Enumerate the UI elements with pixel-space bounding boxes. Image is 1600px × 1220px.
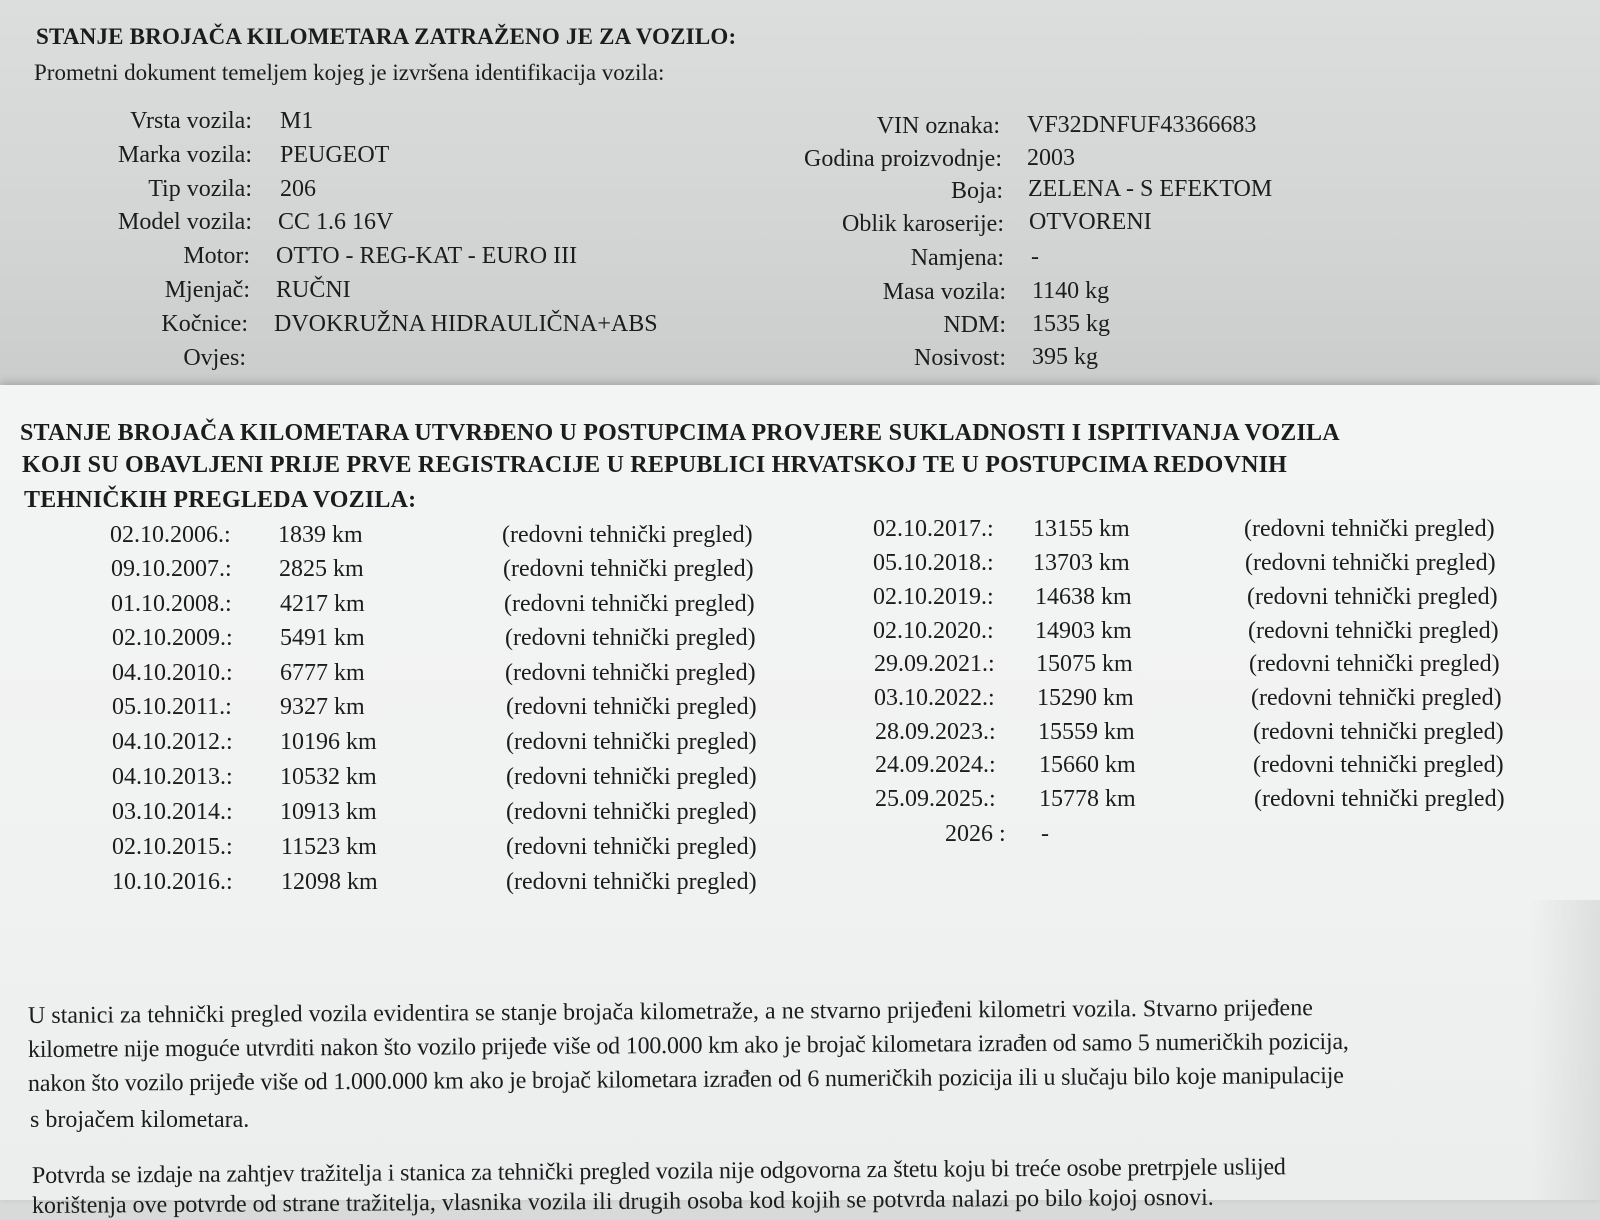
reading-km: 4217 km bbox=[280, 591, 365, 617]
reading-date: 02.10.2009.: bbox=[112, 625, 233, 651]
suspension-label: Ovjes: bbox=[183, 345, 246, 371]
reading-km: 15660 km bbox=[1039, 752, 1136, 778]
vin-label: VIN oznaka: bbox=[876, 113, 1000, 139]
reading-date: 02.10.2006.: bbox=[110, 522, 231, 548]
vehicle-mass-label: Masa vozila: bbox=[882, 279, 1006, 305]
vehicle-kind-value: 206 bbox=[280, 176, 316, 202]
reading-type: (redovni tehnički pregled) bbox=[503, 556, 754, 582]
reading-km: 15290 km bbox=[1037, 685, 1134, 711]
reading-type: (redovni tehnički pregled) bbox=[502, 522, 753, 548]
section2-title-line1: STANJE BROJAČA KILOMETARA UTVRĐENO U POSTUPCIMA PROVJERE SUKLADNOSTI I ISPITIVANJA VOZILA bbox=[20, 420, 1340, 446]
vin-value: VF32DNFUF43366683 bbox=[1027, 112, 1257, 138]
reading-km: 14903 km bbox=[1035, 618, 1132, 644]
reading-km: 15559 km bbox=[1038, 719, 1135, 745]
vehicle-kind-label: Tip vozila: bbox=[148, 176, 252, 202]
reading-type: (redovni tehnički pregled) bbox=[1244, 516, 1495, 542]
reading-date: 02.10.2015.: bbox=[112, 834, 233, 860]
reading-date: 10.10.2016.: bbox=[112, 869, 233, 895]
body-shape-value: OTVORENI bbox=[1029, 209, 1152, 235]
reading-date: 05.10.2018.: bbox=[873, 550, 994, 576]
reading-km: 15778 km bbox=[1039, 786, 1136, 812]
reading-type: (redovni tehnički pregled) bbox=[506, 764, 757, 790]
production-year-label: Godina proizvodnje: bbox=[804, 146, 1002, 172]
reading-type: (redovni tehnički pregled) bbox=[505, 625, 756, 651]
load-capacity-label: Nosivost: bbox=[913, 345, 1006, 371]
vehicle-model-value: CC 1.6 16V bbox=[278, 209, 394, 235]
reading-type: (redovni tehnički pregled) bbox=[506, 694, 757, 720]
reading-date: 04.10.2012.: bbox=[112, 729, 233, 755]
disclaimer-line1: Potvrda se izdaje na zahtjev tražitelja i stanica za tehnički pregled vozila nije odgovorna za štetu koju bi treće osobe pretrpjele uslijed bbox=[31, 1154, 1286, 1189]
reading-km: - bbox=[1041, 821, 1049, 847]
reading-date: 09.10.2007.: bbox=[111, 556, 232, 582]
gearbox-value: RUČNI bbox=[276, 277, 351, 303]
reading-type: (redovni tehnički pregled) bbox=[506, 729, 757, 755]
reading-type: (redovni tehnički pregled) bbox=[505, 660, 756, 686]
notice-line4: s brojačem kilometara. bbox=[30, 1107, 250, 1133]
purpose-label: Namjena: bbox=[910, 245, 1004, 271]
vehicle-make-value: PEUGEOT bbox=[280, 142, 390, 168]
reading-km: 6777 km bbox=[280, 660, 365, 686]
reading-type: (redovni tehnički pregled) bbox=[506, 834, 757, 860]
reading-km: 2825 km bbox=[279, 556, 364, 582]
color-label: Boja: bbox=[951, 178, 1003, 204]
engine-label: Motor: bbox=[183, 243, 250, 269]
reading-type: (redovni tehnički pregled) bbox=[1254, 786, 1505, 812]
reading-type: (redovni tehnički pregled) bbox=[1247, 584, 1498, 610]
disclaimer-line2: korištenja ove potvrde od strane tražitelja, vlasnika vozila ili drugih osoba kod kojih se potvrda nalazi po bilo kojoj osnovi. bbox=[31, 1184, 1214, 1219]
section1-subtitle: Prometni dokument temeljem kojeg je izvršena identifikacija vozila: bbox=[34, 60, 665, 85]
reading-km: 10532 km bbox=[280, 764, 377, 790]
reading-km: 10196 km bbox=[280, 729, 377, 755]
reading-date: 25.09.2025.: bbox=[875, 786, 996, 812]
purpose-value: - bbox=[1031, 244, 1039, 270]
reading-type: (redovni tehnički pregled) bbox=[504, 591, 755, 617]
reading-date: 28.09.2023.: bbox=[875, 719, 996, 745]
vehicle-make-label: Marka vozila: bbox=[118, 142, 252, 168]
reading-type: (redovni tehnički pregled) bbox=[1245, 550, 1496, 576]
reading-km: 11523 km bbox=[281, 834, 377, 860]
reading-km: 10913 km bbox=[280, 799, 377, 825]
engine-value: OTTO - REG-KAT - EURO III bbox=[276, 243, 578, 269]
brakes-value: DVOKRUŽNA HIDRAULIČNA+ABS bbox=[274, 311, 658, 337]
notice-line3: nakon što vozilo prijeđe više od 1.000.000 km ako je brojač kilometara izrađen od 6 numeričkih pozicija ili u slučaju bilo koje manipulacije bbox=[27, 1062, 1344, 1097]
reading-type: (redovni tehnički pregled) bbox=[1253, 752, 1504, 778]
reading-date: 03.10.2014.: bbox=[112, 799, 233, 825]
reading-type: (redovni tehnički pregled) bbox=[506, 869, 757, 895]
vehicle-model-label: Model vozila: bbox=[118, 209, 252, 235]
body-shape-label: Oblik karoserije: bbox=[842, 211, 1004, 237]
ndm-value: 1535 kg bbox=[1032, 311, 1110, 337]
page-fold-shadow bbox=[1530, 900, 1600, 1200]
brakes-label: Kočnice: bbox=[161, 311, 248, 337]
notice-line2: kilometre nije moguće utvrditi nakon što vozilo prijeđe više od 100.000 km ako je brojač kilometara izrađen od samo 5 numeričkih pozicija, bbox=[27, 1028, 1349, 1063]
reading-type: (redovni tehnički pregled) bbox=[1249, 651, 1500, 677]
reading-km: 9327 km bbox=[280, 694, 365, 720]
reading-type: (redovni tehnički pregled) bbox=[1253, 719, 1504, 745]
reading-date: 03.10.2022.: bbox=[874, 685, 995, 711]
reading-date: 24.09.2024.: bbox=[875, 752, 996, 778]
reading-date: 02.10.2019.: bbox=[873, 584, 994, 610]
reading-date: 2026 : bbox=[945, 821, 1006, 847]
reading-date: 04.10.2010.: bbox=[112, 660, 233, 686]
color-value: ZELENA - S EFEKTOM bbox=[1028, 176, 1273, 202]
reading-type: (redovni tehnički pregled) bbox=[1251, 685, 1502, 711]
vehicle-type-value: M1 bbox=[280, 108, 314, 134]
vehicle-type-label: Vrsta vozila: bbox=[130, 108, 252, 134]
section2-title-line3: TEHNIČKIH PREGLEDA VOZILA: bbox=[24, 487, 417, 513]
load-capacity-value: 395 kg bbox=[1032, 344, 1098, 370]
reading-km: 13703 km bbox=[1033, 550, 1130, 576]
reading-km: 12098 km bbox=[281, 869, 378, 895]
reading-date: 05.10.2011.: bbox=[112, 694, 232, 720]
notice-line1: U stanici za tehnički pregled vozila evidentira se stanje brojača kilometraže, a ne stvarno prijeđeni kilometri vozila. Stvarno prijeđene bbox=[27, 995, 1313, 1029]
vehicle-mass-value: 1140 kg bbox=[1032, 278, 1110, 304]
reading-km: 5491 km bbox=[280, 625, 365, 651]
reading-type: (redovni tehnički pregled) bbox=[506, 799, 757, 825]
ndm-label: NDM: bbox=[943, 312, 1006, 338]
reading-km: 13155 km bbox=[1033, 516, 1130, 542]
reading-date: 02.10.2020.: bbox=[873, 618, 994, 644]
reading-date: 01.10.2008.: bbox=[111, 591, 232, 617]
reading-km: 14638 km bbox=[1035, 584, 1132, 610]
reading-type: (redovni tehnički pregled) bbox=[1248, 618, 1499, 644]
reading-km: 1839 km bbox=[278, 522, 363, 548]
reading-date: 02.10.2017.: bbox=[873, 516, 994, 542]
reading-date: 04.10.2013.: bbox=[112, 764, 233, 790]
reading-km: 15075 km bbox=[1036, 651, 1133, 677]
gearbox-label: Mjenjač: bbox=[164, 277, 250, 303]
section2-title-line2: KOJI SU OBAVLJENI PRIJE PRVE REGISTRACIJE U REPUBLICI HRVATSKOJ TE U POSTUPCIMA REDOVNIH bbox=[22, 452, 1288, 478]
reading-date: 29.09.2021.: bbox=[874, 651, 995, 677]
section1-title: STANJE BROJAČA KILOMETARA ZATRAŽENO JE ZA VOZILO: bbox=[36, 24, 737, 49]
production-year-value: 2003 bbox=[1027, 145, 1075, 171]
